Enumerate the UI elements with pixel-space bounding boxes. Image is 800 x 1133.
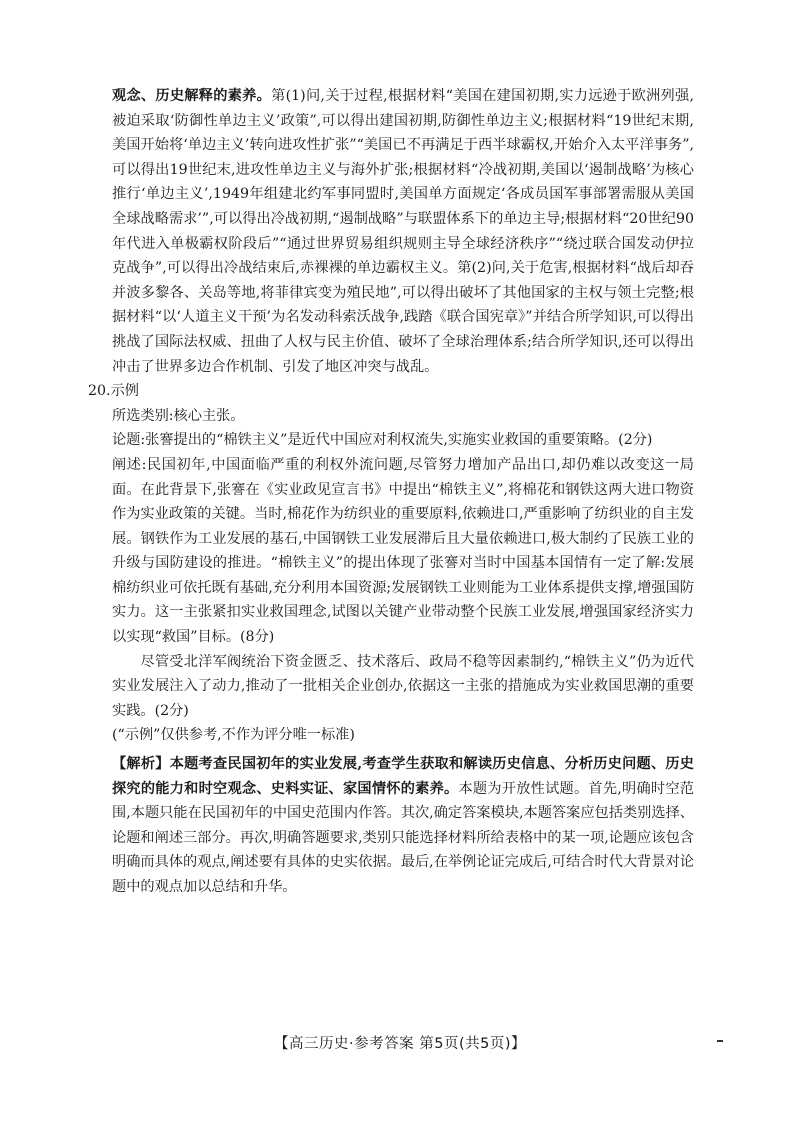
question-19-explanation <box>112 84 694 379</box>
example-note: (“示例”仅供参考,不作为评分唯一标准) <box>112 727 355 744</box>
literacy-lead: 观念、历史解释的素养。 <box>112 88 272 104</box>
question-20-number: 20.示例 <box>88 383 139 400</box>
scan-mark <box>717 1040 723 1042</box>
question-19-text: 第(1)问,关于过程,根据材料“美国在建国初期,实力远逊于欧洲列强,被迫采取‘防御性单边主义’政策”,可以得出建国初期,防御性单边主义;根据材料“19世纪末期,美国开始将‘单边主义’转向进攻性扩张”“美国已不再满足于西半球霸权,开始介入太平洋事务”,可以得出19世纪末,进攻性单边主义与海外扩张;根据材料“冷战初期,美国以‘遏制战略’为核心推行‘单边主义’,1949年组建北约军事同盟时,美国单方面规定‘各成员国军事部署需服从美国全球战略需求’”,可以得出冷战初期,“遏制战略”与联盟体系下的单边主导;根据材料“20世纪90年代进入单极霸权阶段后”“通过世界贸易组织规则主导全球经济秩序”“绕过联合国发动伊拉克战争”,可以得出冷战结束后,赤裸裸的单边霸权主义。第(2)问,关于危害,根据材料“战后却吞并波多黎各、关岛等地,将菲律宾变为殖民地”,可以得出破坏了其他国家的主权与领土完整;根据材料“以‘人道主义干预’为名发动科索沃战争,践踏《联合国宪章》”并结合所学知识,可以得出挑战了国际法权威、扭曲了人权与民主价值、破坏了全球治理体系;结合所学知识,还可以得出冲击了世界多边合作机制、引发了地区冲突与战乱。 <box>112 88 694 375</box>
analysis-lead: 【解析】本题考查民国初年的实业发展,考查学生获取和解读历史信息、分析历史问题、历史探究的能力和时空观念、史料实证、家国情怀的素养。 <box>112 756 694 797</box>
selected-category: 所选类别:核心主张。 <box>112 407 245 424</box>
conclusion: 尽管受北洋军阀统治下资金匮乏、技术落后、政局不稳等因素制约,“棉铁主义”仍为近代实业发展注入了动力,推动了一批相关企业创办,依据这一主张的措施成为实业救国思潮的重要实践。(2分) <box>112 653 694 719</box>
answer-content <box>88 84 694 900</box>
page-footer: 【高三历史·参考答案 第5页(共5页)】 <box>274 1036 526 1052</box>
analysis-text: 本题为开放性试题。首先,明确时空范围,本题只能在民国初年的中国史范围内作答。其次,确定答案模块,本题答案应包括类别选择、论题和阐述三部分。再次,明确答题要求,类别只能选择材料所给表格中的某一项,论题应该包含明确而具体的观点,阐述要有具体的史实依据。最后,在举例论证完成后,可结合时代大背景对论题中的观点加以总结和升华。 <box>112 780 694 895</box>
elaboration: 阐述:民国初年,中国面临严重的利权外流问题,尽管努力增加产品出口,却仍难以改变这一局面。在此背景下,张謇在《实业政见宣言书》中提出“棉铁主义”,将棉花和钢铁这两大进口物资作为实业政策的关键。当时,棉花作为纺织业的重要原料,依赖进口,严重影响了纺织业的自主发展。钢铁作为工业发展的基石,中国钢铁工业发展滞后且大量依赖进口,极大制约了民族工业的升级与国防建设的推进。“棉铁主义”的提出体现了张謇对当时中国基本国情有一定了解:发展棉纺织业可依托既有基础,充分利用本国资源;发展钢铁工业则能为工业体系提供支撑,增强国防实力。这一主张紧扣实业救国理念,试图以关键产业带动整个民族工业发展,增强国家经济实力以实现“救国”目标。(8分) <box>112 456 694 646</box>
thesis: 论题:张謇提出的“棉铁主义”是近代中国应对利权流失,实施实业救国的重要策略。(2分) <box>112 432 653 449</box>
analysis <box>112 752 694 900</box>
